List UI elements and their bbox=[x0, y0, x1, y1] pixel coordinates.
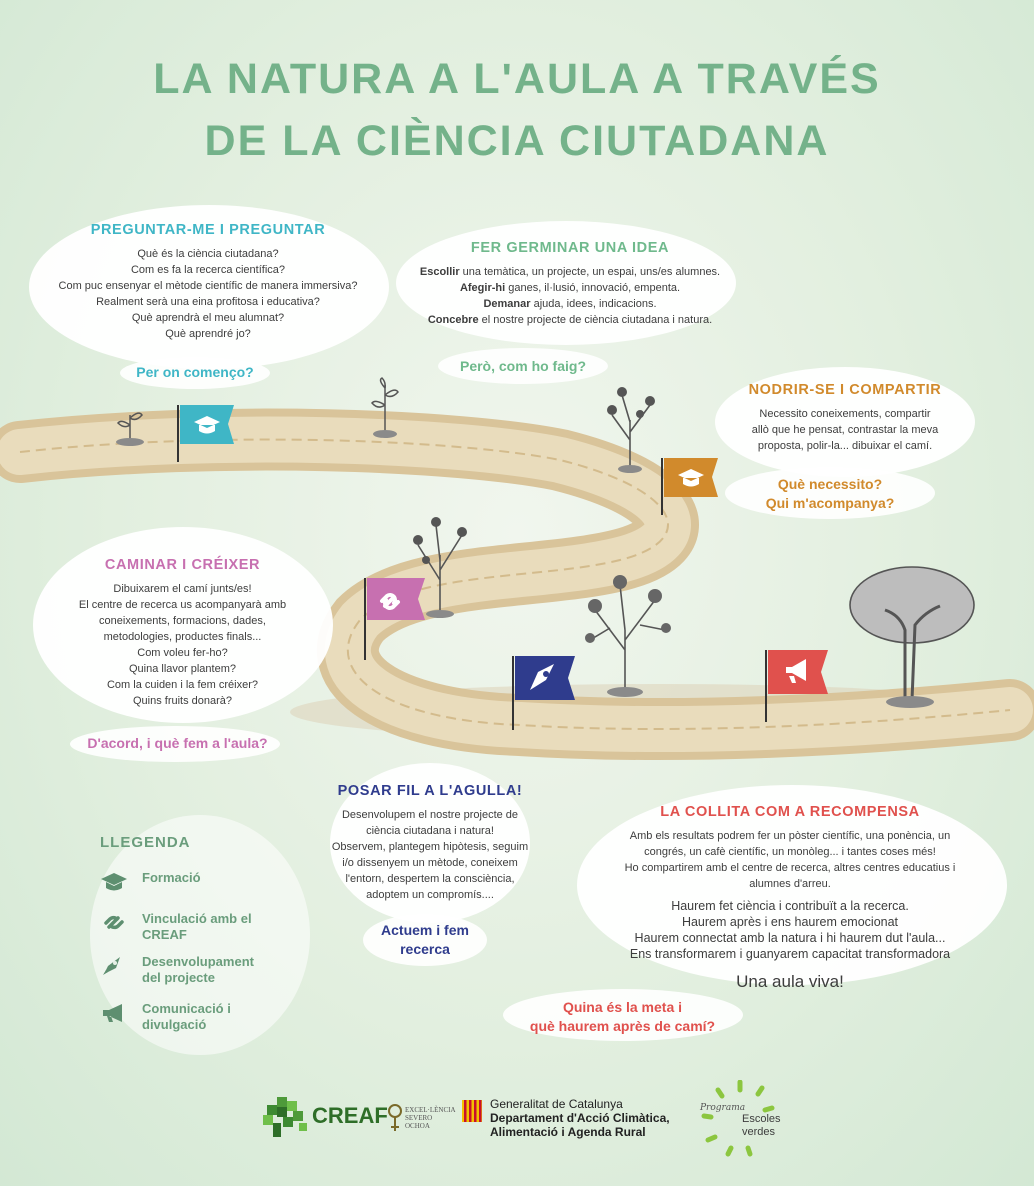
legend-label: Comunicació i divulgació bbox=[142, 1001, 231, 1032]
step-posar-title: POSAR FIL A L'AGULLA! bbox=[337, 783, 523, 799]
text-line: SEVERO bbox=[405, 1114, 433, 1122]
text-line: El centre de recerca us acompanyarà amb bbox=[78, 599, 287, 611]
step-caminar-text bbox=[40, 581, 325, 709]
step-collita-title: LA COLLITA COM A RECOMPENSA bbox=[660, 804, 920, 820]
question-caminar: D'acord, i què fem a l'aula? bbox=[87, 735, 268, 751]
text-line: Concebre el nostre projecte de ciència ciutadana i natura. bbox=[427, 314, 713, 326]
page-title-line1: LA NATURA A L'AULA A TRAVÉS bbox=[153, 55, 881, 103]
text-line: Escollir una temàtica, un projecte, un espai, uns/es alumnes. bbox=[419, 266, 721, 278]
severo-ochoa-icon bbox=[386, 1103, 404, 1133]
text-line: Com voleu fer-ho? bbox=[137, 647, 228, 659]
legend-label: Vinculació amb el CREAF bbox=[142, 911, 252, 942]
step-posar-text bbox=[330, 807, 530, 903]
text-line: adoptem un compromís.... bbox=[366, 889, 494, 901]
rocket-icon bbox=[100, 954, 128, 978]
text-line: Com puc ensenyar el mètode científic de manera immersiva? bbox=[58, 280, 358, 292]
text-line: Ho compartirem amb el centre de recerca, altres centres educatius i bbox=[624, 862, 956, 874]
step-collita-text bbox=[595, 828, 985, 892]
text-line: Què és la ciència ciutadana? bbox=[137, 248, 279, 260]
escoles-verdes-text bbox=[742, 1113, 781, 1139]
text-line: EXCEL·LÈNCIA bbox=[405, 1106, 456, 1114]
text-line: Demanar ajuda, idees, indicacions. bbox=[483, 298, 657, 310]
step-germinar-title: FER GERMINAR UNA IDEA bbox=[470, 240, 670, 256]
text-line: verdes bbox=[742, 1126, 776, 1138]
step-nodrir-title: NODRIR-SE I COMPARTIR bbox=[748, 382, 942, 398]
text-line: OCHOA bbox=[405, 1122, 430, 1130]
text-line: l'entorn, despertem la consciència, bbox=[345, 873, 515, 885]
legend-item-vinculacio bbox=[100, 911, 262, 943]
closing-phrase: Una aula viva! bbox=[736, 972, 844, 991]
question-line: Què necessito? bbox=[777, 476, 883, 492]
text-line: Afegir-hi ganes, il·lusió, innovació, empenta. bbox=[459, 282, 681, 294]
step-nodrir-text bbox=[720, 406, 970, 454]
step-posar bbox=[330, 783, 530, 903]
text-line: Haurem après i ens haurem emocionat bbox=[681, 915, 899, 929]
legend-label: Desenvolupament del projecte bbox=[142, 954, 254, 985]
gencat-text bbox=[490, 1097, 670, 1139]
legend-label: Formació bbox=[142, 870, 201, 885]
gencat-line: Departament d'Acció Climàtica, bbox=[490, 1111, 670, 1125]
question-line: Quina és la meta i bbox=[562, 999, 683, 1015]
text-line: Quins fruits donarà? bbox=[132, 695, 233, 707]
text-line: Observem, plantegem hipòtesis, seguim bbox=[331, 841, 529, 853]
question-line: Qui m'acompanya? bbox=[765, 495, 895, 511]
question-line: recerca bbox=[400, 941, 450, 957]
step-caminar bbox=[40, 557, 325, 709]
text-line: Desenvolupem el nostre projecte de bbox=[341, 809, 519, 821]
gencat-flag-icon bbox=[462, 1100, 482, 1122]
text-line: allò que he pensat, contrastar la meva bbox=[751, 424, 939, 436]
question-germinar: Però, com ho faig? bbox=[459, 358, 586, 374]
question-nodrir bbox=[735, 475, 925, 513]
step-germinar-text bbox=[400, 264, 740, 328]
text-line: Quina llavor plantem? bbox=[128, 663, 236, 675]
legend-item-formacio bbox=[100, 870, 262, 894]
step-preguntar-title: PREGUNTAR-ME I PREGUNTAR bbox=[90, 222, 326, 238]
legend-item-comunicacio bbox=[100, 1001, 262, 1033]
text-line: Realment serà una eina profitosa i educativa? bbox=[96, 296, 320, 308]
text-line: i/o dissenyem un mètode, coneixem bbox=[342, 857, 518, 869]
text-line: metodologies, productes finals... bbox=[103, 631, 262, 643]
text-line: coneixements, formacions, dades, bbox=[99, 615, 266, 627]
question-preguntar: Per on començo? bbox=[136, 364, 254, 380]
text-line: Amb els resultats podrem fer un pòster científic, una ponència, un bbox=[629, 830, 951, 842]
text-line: Dibuixarem el camí junts/es! bbox=[113, 583, 252, 595]
graduation-cap-icon bbox=[100, 870, 128, 894]
programa-label: Programa bbox=[700, 1103, 746, 1113]
step-preguntar bbox=[30, 222, 386, 342]
step-preguntar-text bbox=[30, 246, 386, 342]
question-line: què haurem après de camí? bbox=[529, 1018, 716, 1034]
question-collita bbox=[515, 998, 730, 1036]
text-line: Què aprendrà el meu alumnat? bbox=[131, 312, 285, 324]
page-title-line2: DE LA CIÈNCIA CIUTADANA bbox=[204, 117, 830, 165]
text-line: proposta, polir-la... dibuixar el camí. bbox=[757, 440, 933, 452]
text-line: Com la cuiden i la fem créixer? bbox=[106, 679, 258, 691]
chain-link-icon bbox=[100, 911, 128, 935]
text-line: ciència ciutadana i natura! bbox=[366, 825, 494, 837]
text-line: Ens transformarem i guanyarem capacitat transformadora bbox=[629, 947, 951, 961]
text-line: Necessito coneixements, compartir bbox=[759, 408, 931, 420]
creaf-logo-text: CREAF bbox=[312, 1103, 388, 1128]
question-posar bbox=[365, 921, 485, 959]
text-line: Escoles bbox=[742, 1113, 781, 1125]
gencat-line: Generalitat de Catalunya bbox=[490, 1097, 623, 1111]
step-collita bbox=[595, 804, 985, 992]
text-line: congrés, un cafè científic, un monòleg... i tantes coses més! bbox=[644, 846, 936, 858]
text-line: Haurem connectat amb la natura i hi haurem dut l'aula... bbox=[634, 931, 946, 945]
legend-title: LLEGENDA bbox=[100, 834, 191, 851]
legend-item-desenvolupament bbox=[100, 954, 262, 986]
step-collita-outcomes bbox=[595, 898, 985, 962]
step-germinar bbox=[400, 240, 740, 328]
severo-ochoa-text bbox=[405, 1106, 456, 1130]
question-line: Actuem i fem bbox=[381, 922, 469, 938]
text-line: alumnes d'arreu. bbox=[749, 878, 831, 890]
text-line: Com es fa la recerca científica? bbox=[130, 264, 286, 276]
step-nodrir bbox=[720, 382, 970, 454]
gencat-line: Alimentació i Agenda Rural bbox=[490, 1125, 646, 1139]
text-line: Què aprendré jo? bbox=[165, 328, 251, 340]
text-line: Haurem fet ciència i contribuït a la recerca. bbox=[671, 899, 909, 913]
creaf-logo-icon bbox=[263, 1097, 309, 1139]
megaphone-icon bbox=[100, 1001, 128, 1025]
step-caminar-title: CAMINAR I CRÉIXER bbox=[104, 557, 261, 573]
